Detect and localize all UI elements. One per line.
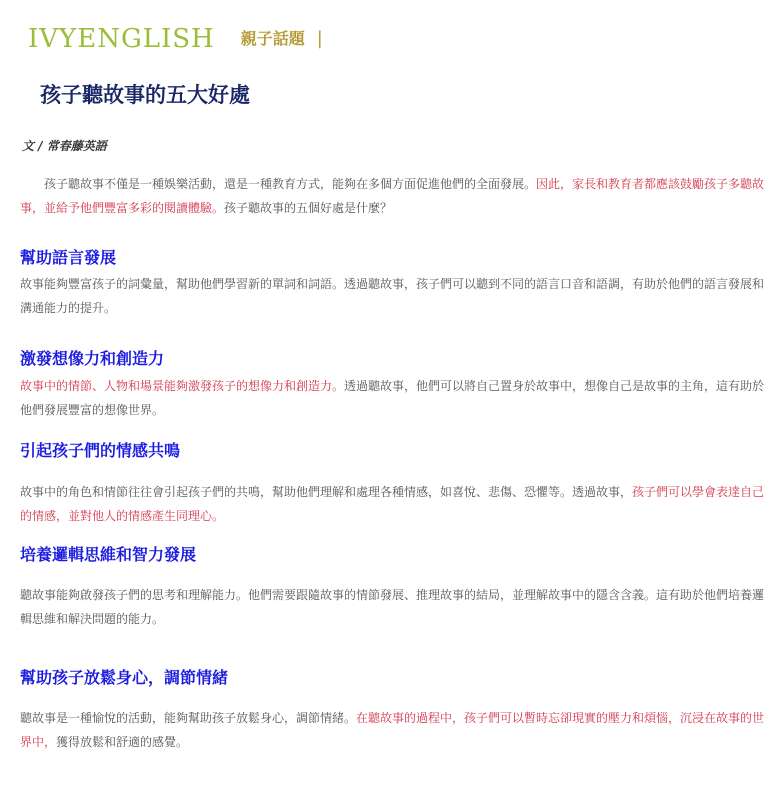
intro-text: 孩子聽故事不僅是一種娛樂活動，還是一種教育方式，能夠在多個方面促進他們的全面發展。 <box>44 177 537 191</box>
section-highlight: 孩子們可以學會表達自己的情感，並對他人的情感產生同理心。 <box>20 485 765 523</box>
site-header <box>28 22 323 56</box>
category-separator: | <box>316 28 323 49</box>
article-byline: 文 / 常春藤英語 <box>22 139 107 153</box>
section-heading-empathy: 引起孩子們的情感共鳴 <box>20 441 181 460</box>
section-text: 故事能夠豐富孩子的詞彙量，幫助他們學習新的單詞和詞語。透過聽故事，孩子們可以聽到不同的語言口音和語調，有助於他們的語言發展和溝通能力的提升。 <box>20 277 765 315</box>
section-paragraph-relax <box>20 706 765 754</box>
site-logo[interactable]: IVYENGLISH <box>28 24 215 54</box>
section-text-end: 獲得放鬆和舒適的感覺。 <box>56 735 189 749</box>
section-text: 故事中的角色和情節往往會引起孩子們的共鳴，幫助他們理解和處理各種情感，如喜悅、悲傷、恐懼等。透過故事， <box>20 485 633 499</box>
category-link[interactable]: 親子話題 <box>240 29 305 48</box>
section-heading-imagination: 激發想像力和創造力 <box>20 349 165 368</box>
section-paragraph-language <box>20 272 765 320</box>
section-highlight: 故事中的情節、人物和場景能夠激發孩子的想像力和創造力。 <box>20 379 345 393</box>
section-heading-logic: 培養邏輯思維和智力發展 <box>20 545 197 564</box>
section-text: 聽故事能夠啟發孩子們的思考和理解能力。他們需要跟隨故事的情節發展、推理故事的結局，並理解故事中的隱含含義。這有助於他們培養邏輯思維和解決問題的能力。 <box>20 588 765 626</box>
section-paragraph-imagination <box>20 374 765 422</box>
section-highlight: 在聽故事的過程中，孩子們可以暫時忘卻現實的壓力和煩惱，沉浸在故事的世界中， <box>20 711 765 749</box>
intro-highlight: 因此，家長和教育者都應該鼓勵孩子多聽故事，並給予他們豐富多彩的閱讀體驗。 <box>20 177 765 215</box>
section-text: 透過聽故事，他們可以將自己置身於故事中，想像自己是故事的主角，這有助於他們發展豐富的想像世界。 <box>20 379 765 417</box>
section-paragraph-empathy <box>20 480 765 528</box>
section-heading-relax: 幫助孩子放鬆身心，調節情緒 <box>20 668 229 687</box>
section-text: 聽故事是一種愉悅的活動，能夠幫助孩子放鬆身心，調節情緒。 <box>20 711 357 725</box>
intro-paragraph <box>20 172 765 220</box>
intro-question: 孩子聽故事的五個好處是什麼？ <box>224 201 393 215</box>
article-title: 孩子聽故事的五大好處 <box>40 83 250 107</box>
section-heading-language: 幫助語言發展 <box>20 248 117 267</box>
section-paragraph-logic <box>20 583 765 631</box>
